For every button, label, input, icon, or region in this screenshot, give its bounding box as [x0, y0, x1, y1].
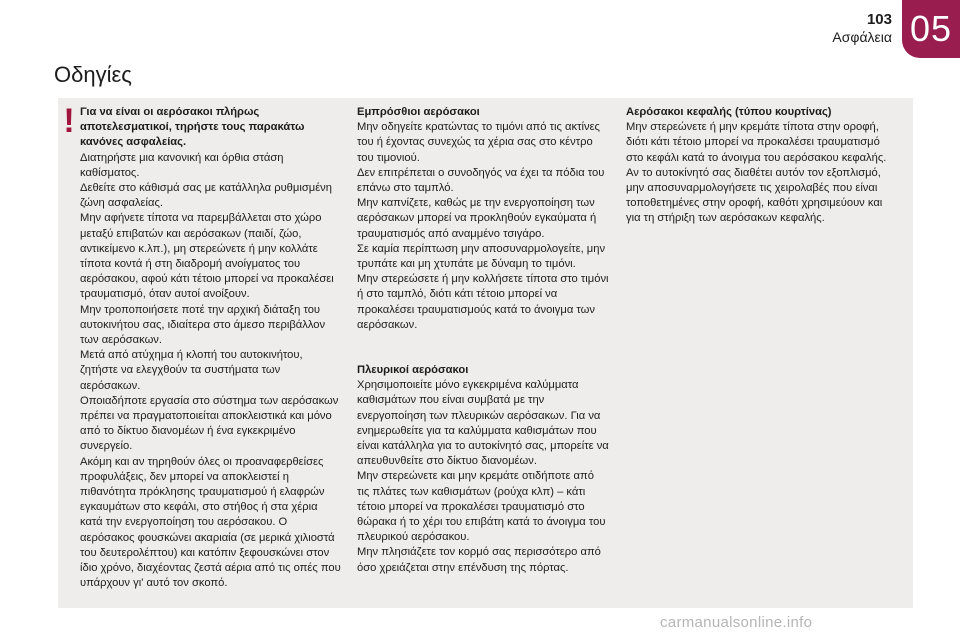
paragraph: Μην αφήνετε τίποτα να παρεμβάλλεται στο χώρο μεταξύ επιβατών και αερόσακων (παιδί, ζώο, αντικείμενο κ.λπ.), μη στερεώνετε ή μην κολλάτε τίποτα κοντά ή στη διαδρομή ανοίγματος του αερόσακου, αφού κάτι τέτοιο μπορεί να προκαλέσει τραυματισμό, όταν αυτοί ανοίξουν. [80, 212, 334, 301]
page-number: 103 [866, 11, 892, 28]
paragraph: Μην καπνίζετε, καθώς με την ενεργοποίηση των αερόσακων μπορεί να προκληθούν εγκαύματα ή τραυματισμός από αναμμένο τσιγάρο. [357, 197, 597, 240]
column-front-side-airbags [357, 105, 609, 576]
paragraph: Δεν επιτρέπεται ο συνοδηγός να έχει τα πόδια του επάνω στο ταμπλό. [357, 166, 605, 195]
paragraph: Ακόμη και αν τηρηθούν όλες οι προαναφερθείσες προφυλάξεις, δεν μπορεί να αποκλειστεί η πιθανότητα πρόκλησης τραυματισμού ή ελαφρών εγκαυμάτων στο κεφάλι, στο στήθος ή στα χέρια κατά την ενεργοποίηση του αερόσακου. Ο αερόσακος φουσκώνει ακαριαία (σε μερικά χιλιοστά του δευτερολέπτου) και κατόπιν ξεφουσκώνει στον ίδιο χρόνο, διαχέοντας ζεστά αέρια από τις οπές που υπάρχουν γι' αυτό τον σκοπό. [80, 455, 341, 590]
curtain-airbags-heading: Αερόσακοι κεφαλής (τύπου κουρτίνας) [626, 106, 832, 118]
paragraph: Χρησιμοποιείτε μόνο εγκεκριμένα καλύμματα καθισμάτων που είναι συμβατά με την ενεργοποίηση των πλευρικών αερόσακων. Για να ενημερωθείτε για τα καλύμματα καθισμάτων που είναι κατάλληλα για το αυτοκίνητό σας, μπορείτε να απευθυνθείτε στο δίκτυο διανομέων. [357, 379, 609, 468]
general-rules-heading: Για να είναι οι αερόσακοι πλήρως αποτελεσματικοί, τηρήστε τους παρακάτω κανόνες ασφαλείας. [80, 106, 305, 149]
paragraph: Σε καμία περίπτωση μην αποσυναρμολογείτε, μην τρυπάτε και μη χτυπάτε με δύναμη το τιμόνι. [357, 242, 606, 271]
paragraph: Μην στερεώνετε ή μην κρεμάτε τίποτα στην οροφή, διότι κάτι τέτοιο μπορεί να προκαλέσει τραυματισμό στο κεφάλι κατά το άνοιγμα του αερόσακου κεφαλής. [626, 121, 887, 164]
paragraph: Μην στερεώνετε και μην κρεμάτε οτιδήποτε από τις πλάτες των καθισμάτων (ρούχα κλπ) – κάτι τέτοιο μπορεί να προκαλέσει τραυματισμό στο θώρακα ή το χέρι του επιβάτη κατά το άνοιγμα του πλευρικού αερόσακου. [357, 470, 606, 544]
section-spacer [357, 333, 609, 363]
page-title: Οδηγίες [54, 62, 132, 87]
paragraph: Οποιαδήποτε εργασία στο σύστημα των αερόσακων πρέπει να πραγματοποιείται αποκλειστικά και μόνο από το δίκτυο διανομέων ή ένα εγκεκριμένο συνεργείο. [80, 394, 339, 453]
side-airbags-heading: Πλευρικοί αερόσακοι [357, 364, 469, 377]
warning-icon: ! [63, 102, 75, 140]
watermark: carmanualsonline.info [660, 614, 813, 631]
paragraph: Μην οδηγείτε κρατώντας το τιμόνι από τις ακτίνες του ή έχοντας συνεχώς τα χέρια σας στο κέντρο του τιμονιού. [357, 121, 600, 164]
paragraph: Μετά από ατύχημα ή κλοπή του αυτοκινήτου, ζητήστε να ελεγχθούν τα συστήματα των αερόσακων. [80, 349, 303, 392]
front-airbags-heading: Εμπρόσθιοι αερόσακοι [357, 106, 480, 118]
column-curtain-airbags [626, 105, 888, 227]
paragraph: Μην τροποποιήσετε ποτέ την αρχική διάταξη του αυτοκινήτου σας, ιδιαίτερα στο άμεσο περιβάλλον των αερόσακων. [80, 303, 326, 347]
section-name: Ασφάλεια [832, 29, 892, 45]
column-general-rules [80, 105, 342, 592]
paragraph: Μην στερεώσετε ή μην κολλήσετε τίποτα στο τιμόνι ή στο ταμπλό, διότι κάτι τέτοιο μπορεί να προκαλέσει τραυματισμούς κατά το άνοιγμα των αερόσακων. [357, 273, 609, 331]
chapter-number: 05 [909, 8, 953, 49]
paragraph: Δεθείτε στο κάθισμά σας με κατάλληλα ρυθμισμένη ζώνη ασφαλείας. [80, 182, 332, 210]
chapter-badge [902, 0, 960, 58]
paragraph: Αν το αυτοκίνητό σας διαθέτει αυτόν τον εξοπλισμό, μην αποσυναρμολογήσετε τις χειρολαβές που είναι τοποθετημένες στην οροφή, καθότι χρησιμεύουν και για τη στήριξη των αερόσακων κεφαλής. [626, 166, 883, 225]
paragraph: Μην πλησιάζετε τον κορμό σας περισσότερο από όσο χρειάζεται στην επένδυση της πόρτας. [357, 546, 601, 574]
paragraph: Διατηρήστε μια κανονική και όρθια στάση καθίσματος. [80, 151, 284, 179]
